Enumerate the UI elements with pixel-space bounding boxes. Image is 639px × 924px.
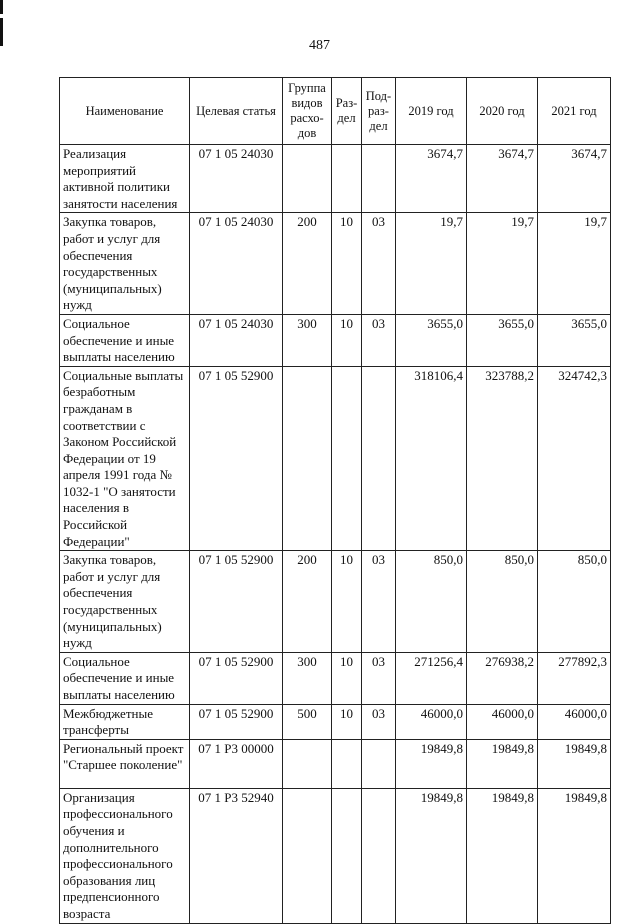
row-2020: 19,7 <box>467 213 538 315</box>
row-2021: 3674,7 <box>538 145 611 213</box>
header-2019: 2019 год <box>396 78 467 145</box>
table-row <box>60 366 611 551</box>
row-group <box>283 366 332 551</box>
row-2020: 3655,0 <box>467 314 538 366</box>
page-number: 487 <box>309 38 330 53</box>
row-name: Закупка товаров, работ и услуг для обеспечения государственных (муниципальных) нужд <box>60 551 190 653</box>
row-section: 10 <box>332 213 362 315</box>
row-section <box>332 145 362 213</box>
row-group: 200 <box>283 213 332 315</box>
row-group <box>283 145 332 213</box>
row-2019: 19849,8 <box>396 739 467 788</box>
row-section <box>332 788 362 923</box>
row-2020: 276938,2 <box>467 652 538 704</box>
row-name: Межбюджетные трансферты <box>60 704 190 739</box>
row-group: 300 <box>283 652 332 704</box>
row-target: 07 1 05 24030 <box>190 213 283 315</box>
header-2021: 2021 год <box>538 78 611 145</box>
row-2021: 3655,0 <box>538 314 611 366</box>
budget-table <box>59 77 611 924</box>
table-row <box>60 213 611 315</box>
header-name: Наименование <box>60 78 190 145</box>
row-2021: 46000,0 <box>538 704 611 739</box>
scan-margin-gap <box>0 14 3 18</box>
row-2019: 318106,4 <box>396 366 467 551</box>
table-row <box>60 739 611 788</box>
row-2020: 19849,8 <box>467 739 538 788</box>
row-section: 10 <box>332 652 362 704</box>
row-target: 07 1 P3 52940 <box>190 788 283 923</box>
row-name: Социальное обеспечение и иные выплаты населению <box>60 652 190 704</box>
row-target: 07 1 05 52900 <box>190 366 283 551</box>
row-2019: 19,7 <box>396 213 467 315</box>
row-group <box>283 739 332 788</box>
row-subsection <box>362 366 396 551</box>
table-header-row <box>60 78 611 145</box>
row-2020: 3674,7 <box>467 145 538 213</box>
row-2019: 850,0 <box>396 551 467 653</box>
row-group: 200 <box>283 551 332 653</box>
row-group: 300 <box>283 314 332 366</box>
row-subsection <box>362 788 396 923</box>
row-2019: 271256,4 <box>396 652 467 704</box>
table-row <box>60 788 611 923</box>
row-target: 07 1 P3 00000 <box>190 739 283 788</box>
row-section: 10 <box>332 314 362 366</box>
row-2021: 19849,8 <box>538 788 611 923</box>
row-group: 500 <box>283 704 332 739</box>
table-row <box>60 145 611 213</box>
row-subsection <box>362 739 396 788</box>
row-name: Социальное обеспечение и иные выплаты населению <box>60 314 190 366</box>
row-subsection <box>362 145 396 213</box>
row-target: 07 1 05 52900 <box>190 551 283 653</box>
table-row <box>60 551 611 653</box>
row-section <box>332 739 362 788</box>
row-subsection: 03 <box>362 314 396 366</box>
row-name: Реализация мероприятий активной политики занятости населения <box>60 145 190 213</box>
row-2020: 323788,2 <box>467 366 538 551</box>
row-2021: 19,7 <box>538 213 611 315</box>
row-name: Региональный проект "Старшее поколение" <box>60 739 190 788</box>
row-name: Организация профессионального обучения и дополнительного профессионального образования лиц предпенсионного возраста <box>60 788 190 923</box>
row-subsection: 03 <box>362 551 396 653</box>
row-section <box>332 366 362 551</box>
row-subsection: 03 <box>362 704 396 739</box>
row-target: 07 1 05 24030 <box>190 314 283 366</box>
table-row <box>60 704 611 739</box>
header-group: Группа видов расхо-дов <box>283 78 332 145</box>
row-section: 10 <box>332 551 362 653</box>
row-name: Закупка товаров, работ и услуг для обеспечения государственных (муниципальных) нужд <box>60 213 190 315</box>
row-group <box>283 788 332 923</box>
header-subsection: Под-раз-дел <box>362 78 396 145</box>
row-2021: 19849,8 <box>538 739 611 788</box>
row-2019: 3674,7 <box>396 145 467 213</box>
header-section: Раз-дел <box>332 78 362 145</box>
row-2019: 46000,0 <box>396 704 467 739</box>
row-subsection: 03 <box>362 652 396 704</box>
table-row <box>60 652 611 704</box>
row-2020: 19849,8 <box>467 788 538 923</box>
row-target: 07 1 05 52900 <box>190 652 283 704</box>
row-2019: 3655,0 <box>396 314 467 366</box>
row-2021: 324742,3 <box>538 366 611 551</box>
header-2020: 2020 год <box>467 78 538 145</box>
row-2020: 46000,0 <box>467 704 538 739</box>
row-2019: 19849,8 <box>396 788 467 923</box>
row-2021: 850,0 <box>538 551 611 653</box>
row-section: 10 <box>332 704 362 739</box>
row-2021: 277892,3 <box>538 652 611 704</box>
row-2020: 850,0 <box>467 551 538 653</box>
row-subsection: 03 <box>362 213 396 315</box>
header-target: Целевая статья <box>190 78 283 145</box>
row-target: 07 1 05 24030 <box>190 145 283 213</box>
row-target: 07 1 05 52900 <box>190 704 283 739</box>
table-row <box>60 314 611 366</box>
row-name: Социальные выплаты безработным гражданам в соответствии с Законом Российской Федерации от 19 апреля 1991 года № 1032-1 "О занятости населения в Российской Федерации" <box>60 366 190 551</box>
